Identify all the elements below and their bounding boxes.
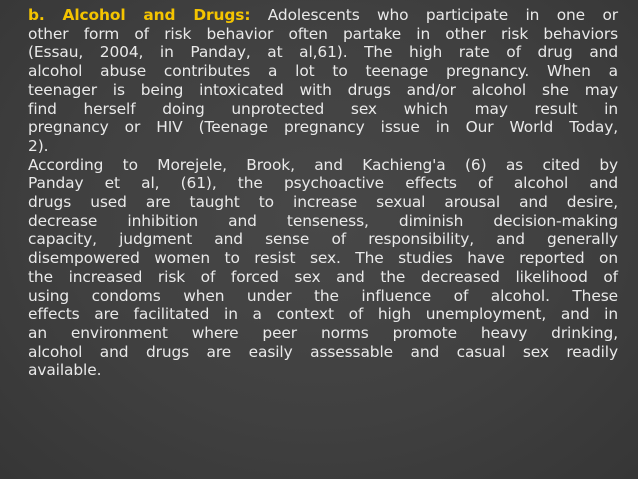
text-line: capacity, judgment and sense of responsibility, and generally [28, 230, 618, 249]
section-heading: b. Alcohol and Drugs: [28, 6, 251, 24]
text-run: Adolescents who participate in one or [250, 6, 618, 24]
text-line: find herself doing unprotected sex which may result in [28, 99, 618, 118]
text-line: an environment where peer norms promote heavy drinking, [28, 323, 618, 342]
text-line: drugs used are taught to increase sexual arousal and desire, [28, 193, 618, 212]
text-line: disempowered women to resist sex. The studies have reported on [28, 249, 618, 268]
text-line: alcohol abuse contributes a lot to teenage pregnancy. When a [28, 62, 618, 81]
text-line: 2). [28, 136, 49, 155]
text-line: According to Morejele, Brook, and Kachieng'a (6) as cited by [28, 155, 618, 174]
paragraph-morejele-citation [28, 156, 618, 380]
text-line: pregnancy or HIV (Teenage pregnancy issue in Our World Today, [28, 118, 618, 137]
text-line: other form of risk behavior often partake in other risk behaviors [28, 24, 618, 43]
text-line: teenager is being intoxicated with drugs and/or alcohol she may [28, 80, 618, 99]
text-line: decrease inhibition and tenseness, diminish decision-making [28, 211, 618, 230]
text-line [28, 6, 618, 25]
slide-content [28, 6, 618, 380]
text-line: available. [28, 361, 102, 380]
text-line: effects are facilitated in a context of high unemployment, and in [28, 305, 618, 324]
paragraph-alcohol-and-drugs [28, 6, 618, 156]
text-line: Panday et al, (61), the psychoactive effects of alcohol and [28, 174, 618, 193]
text-line: using condoms when under the influence of alcohol. These [28, 286, 618, 305]
text-line: (Essau, 2004, in Panday, at al,61). The high rate of drug and [28, 43, 618, 62]
text-line: alcohol and drugs are easily assessable and casual sex readily [28, 342, 618, 361]
text-line: the increased risk of forced sex and the decreased likelihood of [28, 267, 618, 286]
